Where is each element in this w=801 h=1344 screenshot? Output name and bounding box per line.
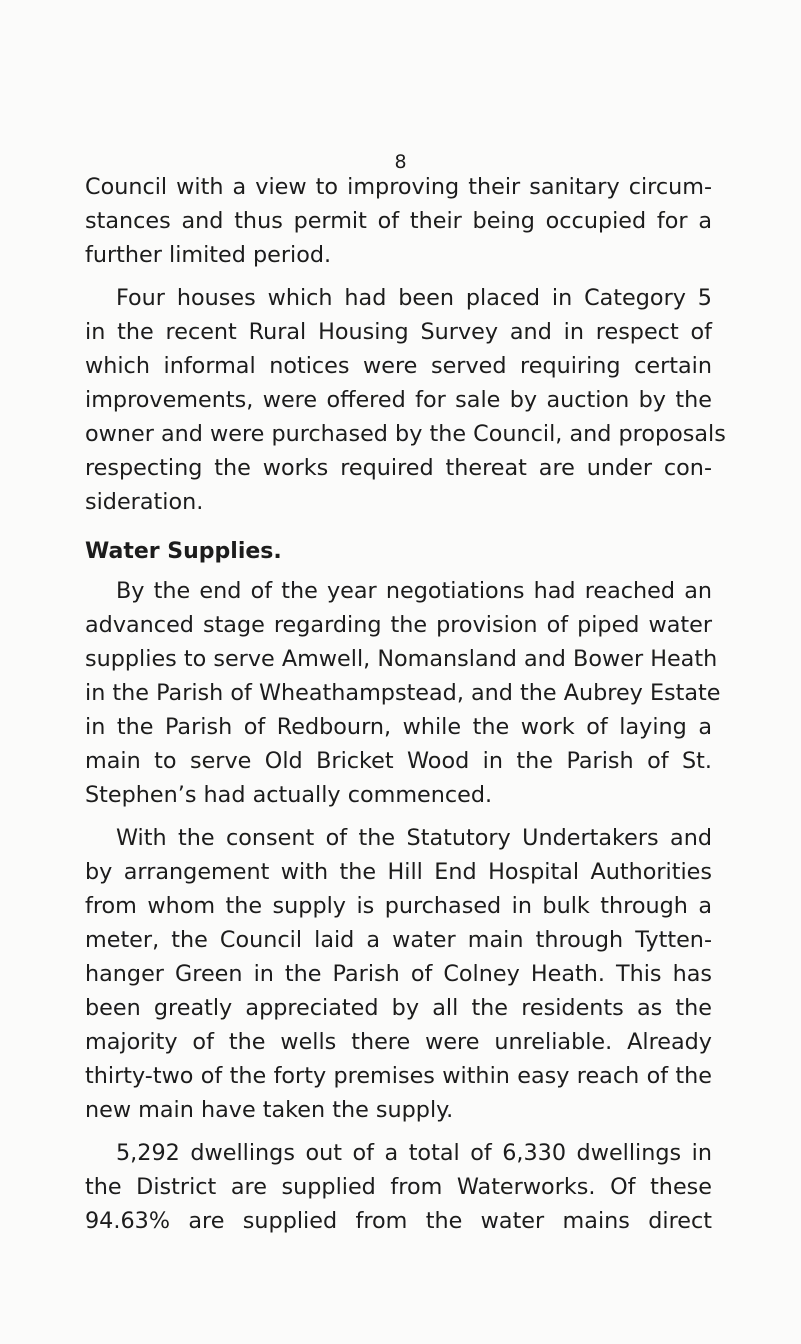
text-line: owner and were purchased by the Council, and proposals: [85, 421, 726, 447]
text-line: Stephen’s had actually commenced.: [85, 782, 493, 808]
text-line: 94.63% are supplied from the water mains direct: [85, 1208, 712, 1234]
section-heading: Water Supplies.: [85, 539, 282, 564]
text-line: advanced stage regarding the provision of piped water: [85, 612, 712, 638]
text-line: Council with a view to improving their sanitary circum-: [85, 174, 712, 200]
text-line: 5,292 dwellings out of a total of 6,330 dwellings in: [116, 1140, 712, 1166]
text-line: further limited period.: [85, 242, 332, 268]
text-line: Four houses which had been placed in Category 5: [116, 285, 712, 311]
text-line: which informal notices were served requiring certain: [85, 353, 712, 379]
text-line: meter, the Council laid a water main through Tytten-: [85, 927, 712, 953]
text-line: in the recent Rural Housing Survey and in respect of: [85, 319, 712, 345]
text-line: respecting the works required thereat are under con-: [85, 455, 712, 481]
text-line: By the end of the year negotiations had reached an: [116, 578, 712, 604]
text-line: main to serve Old Bricket Wood in the Parish of St.: [85, 748, 712, 774]
text-line: improvements, were offered for sale by auction by the: [85, 387, 712, 413]
text-line: the District are supplied from Waterworks. Of these: [85, 1174, 712, 1200]
text-line: With the consent of the Statutory Undertakers and: [116, 825, 712, 851]
text-line: new main have taken the supply.: [85, 1097, 454, 1123]
text-line: in the Parish of Redbourn, while the work of laying a: [85, 714, 712, 740]
text-line: from whom the supply is purchased in bulk through a: [85, 893, 712, 919]
text-line: by arrangement with the Hill End Hospital Authorities: [85, 859, 712, 885]
text-line: sideration.: [85, 489, 204, 515]
text-line: been greatly appreciated by all the residents as the: [85, 995, 712, 1021]
text-line: hanger Green in the Parish of Colney Heath. This has: [85, 961, 712, 987]
text-line: supplies to serve Amwell, Nomansland and Bower Heath: [85, 646, 718, 672]
text-line: in the Parish of Wheathampstead, and the Aubrey Estate: [85, 680, 721, 706]
text-line: thirty-two of the forty premises within easy reach of the: [85, 1063, 712, 1089]
page-number: 8: [394, 151, 407, 173]
text-line: stances and thus permit of their being occupied for a: [85, 208, 712, 234]
text-line: majority of the wells there were unreliable. Already: [85, 1029, 712, 1055]
